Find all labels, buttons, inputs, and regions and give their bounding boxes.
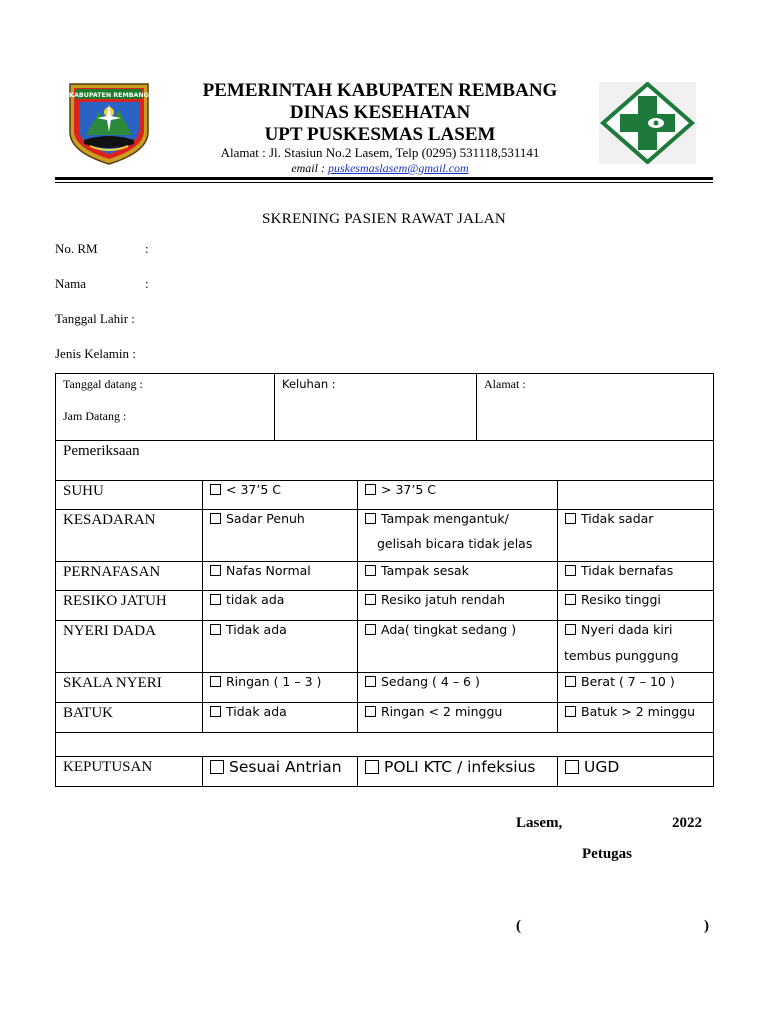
keputusan-option-1[interactable] xyxy=(202,756,358,787)
field-jenis-kelamin: Jenis Kelamin : xyxy=(55,346,136,361)
cell-visit-date xyxy=(55,373,275,441)
option-label: > 37’5 C xyxy=(381,482,436,497)
option-label: Ringan < 2 minggu xyxy=(381,704,503,719)
skala-nyeri-option-3[interactable] xyxy=(557,672,714,703)
header-department: DINAS KESEHATAN xyxy=(289,102,471,123)
option-label: Tidak sadar xyxy=(581,511,654,526)
cell-complaint xyxy=(274,373,477,441)
exam-heading: Pemeriksaan xyxy=(63,443,140,459)
option-label: Ada( tingkat sedang ) xyxy=(381,622,517,637)
header-divider-thick xyxy=(55,177,713,180)
puskesmas-logo xyxy=(599,82,696,164)
checkbox[interactable] xyxy=(565,760,579,774)
visit-date-label: Tanggal datang : xyxy=(63,377,143,391)
keputusan-option-3[interactable] xyxy=(557,756,714,787)
option-label: Nafas Normal xyxy=(226,563,311,578)
row-label: SUHU xyxy=(63,483,104,499)
field-no-rm xyxy=(55,241,98,257)
option-label: tidak ada xyxy=(226,592,285,607)
kesadaran-option-3[interactable] xyxy=(557,509,714,562)
checkbox[interactable] xyxy=(365,706,376,717)
checkbox[interactable] xyxy=(365,676,376,687)
checkbox[interactable] xyxy=(565,513,576,524)
option-label-continued: gelisah bicara tidak jelas xyxy=(377,536,533,551)
row-label: NYERI DADA xyxy=(63,623,156,639)
row-label: PERNAFASAN xyxy=(63,564,161,580)
checkbox[interactable] xyxy=(365,760,379,774)
batuk-option-2[interactable] xyxy=(357,702,558,733)
signature-open-paren: ( xyxy=(516,918,521,934)
form-title: SKRENING PASIEN RAWAT JALAN xyxy=(261,211,506,227)
option-label: Tampak sesak xyxy=(381,563,469,578)
row-pernafasan-label-cell xyxy=(55,561,203,591)
suhu-option-2[interactable] xyxy=(357,480,558,510)
resiko-jatuh-option-1[interactable] xyxy=(202,590,358,621)
checkbox[interactable] xyxy=(565,594,576,605)
signature-officer: Petugas xyxy=(582,846,632,862)
email-label: email : xyxy=(291,161,328,175)
cell-address xyxy=(476,373,714,441)
row-label: RESIKO JATUH xyxy=(63,593,167,609)
field-colon: : xyxy=(145,241,149,256)
row-label: SKALA NYERI xyxy=(63,675,162,691)
checkbox[interactable] xyxy=(210,706,221,717)
header-government: PEMERINTAH KABUPATEN REMBANG xyxy=(202,80,558,101)
spacer-row xyxy=(55,732,714,757)
checkbox[interactable] xyxy=(210,594,221,605)
complaint-label: Keluhan : xyxy=(282,377,336,391)
option-label: Tidak bernafas xyxy=(581,563,674,578)
checkbox[interactable] xyxy=(565,706,576,717)
checkbox[interactable] xyxy=(565,676,576,687)
address-label: Alamat : xyxy=(484,377,526,391)
option-label: Tidak ada xyxy=(226,704,287,719)
nyeri-dada-option-1[interactable] xyxy=(202,620,358,673)
option-label: Berat ( 7 – 10 ) xyxy=(581,674,675,689)
row-skala-nyeri-label-cell xyxy=(55,672,203,703)
row-label: KESADARAN xyxy=(63,512,156,528)
option-label: Batuk > 2 minggu xyxy=(581,704,696,719)
checkbox[interactable] xyxy=(565,565,576,576)
row-suhu-label-cell xyxy=(55,480,203,510)
option-label: Sesuai Antrian xyxy=(229,758,342,776)
checkbox[interactable] xyxy=(210,760,224,774)
header-email-line xyxy=(160,161,600,176)
email-link[interactable]: puskesmaslasem@gmail.com xyxy=(327,161,469,175)
row-nyeri-dada-label-cell xyxy=(55,620,203,673)
option-label: UGD xyxy=(584,758,620,776)
option-label: < 37’5 C xyxy=(226,482,281,497)
option-label: Nyeri dada kiri xyxy=(581,622,673,637)
exam-heading-row xyxy=(55,440,714,481)
option-label: Sadar Penuh xyxy=(226,511,305,526)
field-nama xyxy=(55,276,86,292)
skala-nyeri-option-2[interactable] xyxy=(357,672,558,703)
row-label: KEPUTUSAN xyxy=(63,759,153,775)
option-label-continued: tembus punggung xyxy=(564,648,679,663)
row-label: BATUK xyxy=(63,705,114,721)
nyeri-dada-option-2[interactable] xyxy=(357,620,558,673)
pernafasan-option-1[interactable] xyxy=(202,561,358,591)
nyeri-dada-option-3[interactable] xyxy=(557,620,714,673)
skala-nyeri-option-1[interactable] xyxy=(202,672,358,703)
option-label: Sedang ( 4 – 6 ) xyxy=(381,674,480,689)
checkbox[interactable] xyxy=(365,484,376,495)
svg-text:KABUPATEN REMBANG: KABUPATEN REMBANG xyxy=(69,92,149,99)
checkbox[interactable] xyxy=(210,484,221,495)
signature-place: Lasem, xyxy=(516,815,563,831)
kesadaran-option-2[interactable] xyxy=(357,509,558,562)
row-batuk-label-cell xyxy=(55,702,203,733)
checkbox[interactable] xyxy=(210,565,221,576)
header-address: Alamat : Jl. Stasiun No.2 Lasem, Telp (0295) 531118,531141 xyxy=(220,145,540,160)
pernafasan-option-2[interactable] xyxy=(357,561,558,591)
kabupaten-rembang-emblem xyxy=(66,80,152,166)
resiko-jatuh-option-3[interactable] xyxy=(557,590,714,621)
checkbox[interactable] xyxy=(210,624,221,635)
checkbox[interactable] xyxy=(565,624,576,635)
header-puskesmas: UPT PUSKESMAS LASEM xyxy=(264,124,496,145)
option-label: POLI KTC / infeksius xyxy=(384,758,536,776)
option-label: Resiko jatuh rendah xyxy=(381,592,506,607)
row-resiko-jatuh-label-cell xyxy=(55,590,203,621)
checkbox[interactable] xyxy=(365,594,376,605)
visit-time-label: Jam Datang : xyxy=(63,409,127,423)
signature-year: 2022 xyxy=(672,815,702,831)
suhu-option-1[interactable] xyxy=(202,480,358,510)
checkbox[interactable] xyxy=(210,676,221,687)
suhu-empty-cell xyxy=(557,480,714,510)
option-label: Tampak mengantuk/ xyxy=(381,511,509,526)
field-colon: : xyxy=(145,276,149,291)
checkbox[interactable] xyxy=(210,513,221,524)
checkbox[interactable] xyxy=(365,565,376,576)
header-divider-thin xyxy=(55,182,713,183)
checkbox[interactable] xyxy=(365,513,376,524)
field-tanggal-lahir: Tanggal Lahir : xyxy=(55,311,135,326)
pernafasan-option-3[interactable] xyxy=(557,561,714,591)
field-label: No. RM xyxy=(55,241,98,256)
row-kesadaran-label-cell xyxy=(55,509,203,562)
kesadaran-option-1[interactable] xyxy=(202,509,358,562)
option-label: Tidak ada xyxy=(226,622,287,637)
batuk-option-1[interactable] xyxy=(202,702,358,733)
field-label: Nama xyxy=(55,276,87,291)
keputusan-option-2[interactable] xyxy=(357,756,558,787)
option-label: Resiko tinggi xyxy=(581,592,661,607)
row-keputusan-label-cell xyxy=(55,756,203,787)
checkbox[interactable] xyxy=(365,624,376,635)
batuk-option-3[interactable] xyxy=(557,702,714,733)
signature-close-paren: ) xyxy=(704,918,709,934)
resiko-jatuh-option-2[interactable] xyxy=(357,590,558,621)
option-label: Ringan ( 1 – 3 ) xyxy=(226,674,322,689)
